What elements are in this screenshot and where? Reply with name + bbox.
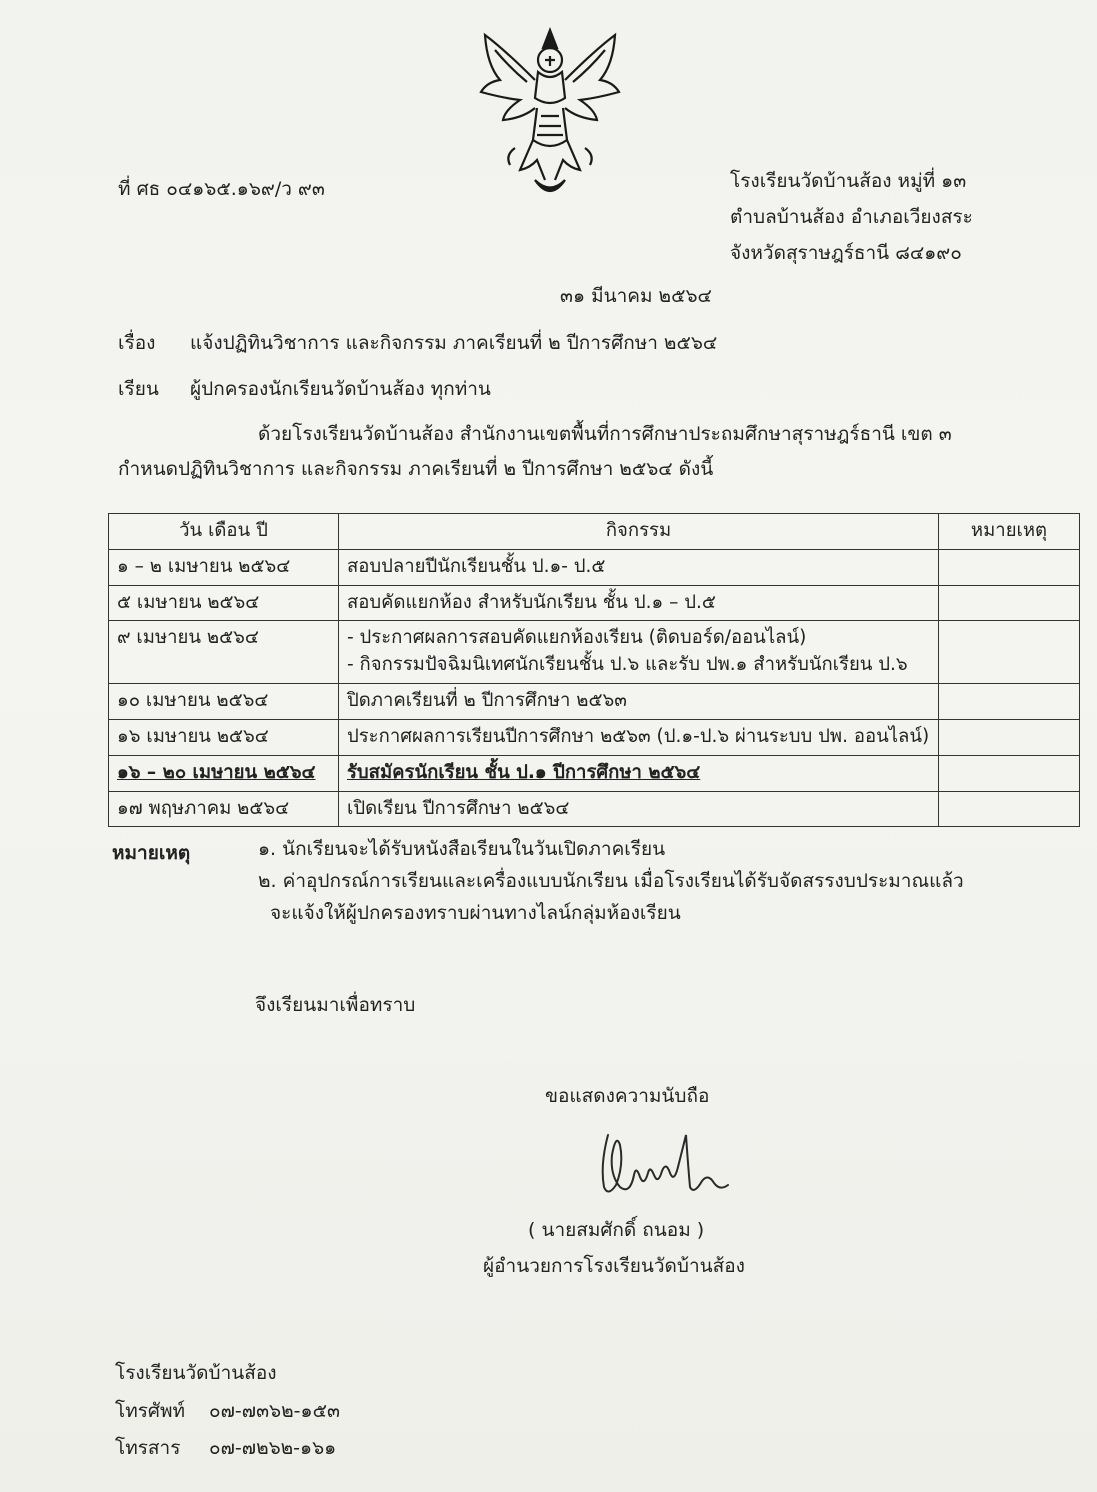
phone-label: โทรศัพท์ [115,1400,186,1422]
recipient-text: ผู้ปกครองนักเรียนวัดบ้านส้อง ทุกท่าน [190,378,491,400]
table-row [109,791,1080,827]
row-activity-line: - ประกาศผลการสอบคัดแยกห้องเรียน (ติดบอร์ด/ออนไลน์) [347,627,807,649]
row-activity: ปิดภาคเรียนที่ ๒ ปีการศึกษา ๒๕๖๓ [339,684,939,720]
row-note [939,719,1080,755]
notes-label: หมายเหตุ [112,842,191,864]
row-date: ๕ เมษายน ๒๕๖๔ [109,585,339,621]
row-date: ๑๖ – ๒๐ เมษายน ๒๕๖๔ [109,755,339,791]
intro-paragraph-line: กำหนดปฏิทินวิชาการ และกิจกรรม ภาคเรียนที่ ๒ ปีการศึกษา ๒๕๖๔ ดังนี้ [118,458,714,480]
phone-number: ๐๗-๗๓๖๒-๑๕๓ [209,1400,340,1422]
row-date: ๑๐ เมษายน ๒๕๖๔ [109,684,339,720]
table-row [109,684,1080,720]
row-date: ๑๖ เมษายน ๒๕๖๔ [109,719,339,755]
fax-number: ๐๗-๗๒๖๒-๑๖๑ [209,1437,337,1459]
note-item: ๑. นักเรียนจะได้รับหนังสือเรียนในวันเปิดภาคเรียน [258,838,666,860]
row-date: ๙ เมษายน ๒๕๖๔ [109,621,339,684]
footer-phone [115,1400,340,1423]
signature-icon [590,1125,740,1205]
table-header-row [109,514,1080,550]
footer-school-name: โรงเรียนวัดบ้านส้อง [115,1362,277,1384]
subject-text: แจ้งปฏิทินวิชาการ และกิจกรรม ภาคเรียนที่ ๒ ปีการศึกษา ๒๕๖๔ [190,332,718,354]
header-activity: กิจกรรม [339,514,939,550]
address-line: จังหวัดสุราษฎร์ธานี ๘๔๑๙๐ [730,242,962,264]
fax-label: โทรสาร [115,1437,181,1459]
subject-label: เรื่อง [118,332,156,354]
row-activity-line: - กิจกรรมปัจฉิมนิเทศนักเรียนชั้น ป.๖ และรับ ปพ.๑ สำหรับนักเรียน ป.๖ [347,654,908,676]
letter-date: ๓๑ มีนาคม ๒๕๖๔ [560,285,712,307]
note-item-continuation: จะแจ้งให้ผู้ปกครองทราบผ่านทางไลน์กลุ่มห้องเรียน [270,902,681,924]
respect-text: ขอแสดงความนับถือ [545,1085,710,1107]
garuda-emblem-icon [475,20,625,205]
row-note [939,621,1080,684]
row-activity: สอบปลายปีนักเรียนชั้น ป.๑- ป.๕ [339,549,939,585]
table-row [109,549,1080,585]
row-activity: เปิดเรียน ปีการศึกษา ๒๕๖๔ [339,791,939,827]
signer-position: ผู้อำนวยการโรงเรียนวัดบ้านส้อง [483,1255,745,1277]
table-row-highlighted [109,755,1080,791]
header-note: หมายเหตุ [939,514,1080,550]
row-note [939,549,1080,585]
row-date: ๑๗ พฤษภาคม ๒๕๖๔ [109,791,339,827]
row-note [939,684,1080,720]
recipient-label: เรียน [118,378,159,400]
table-row [109,719,1080,755]
footer-fax [115,1437,336,1460]
intro-paragraph-line: ด้วยโรงเรียนวัดบ้านส้อง สำนักงานเขตพื้นที่การศึกษาประถมศึกษาสุราษฎร์ธานี เขต ๓ [258,423,952,445]
schedule-table [108,513,1080,827]
row-activity: รับสมัครนักเรียน ชั้น ป.๑ ปีการศึกษา ๒๕๖๔ [339,755,939,791]
row-activity [339,621,939,684]
address-line: โรงเรียนวัดบ้านส้อง หมู่ที่ ๑๓ [730,170,967,192]
row-note [939,585,1080,621]
row-note [939,755,1080,791]
table-row [109,621,1080,684]
table-row [109,585,1080,621]
header-date: วัน เดือน ปี [109,514,339,550]
row-note [939,791,1080,827]
signer-name: ( นายสมศักดิ์ ถนอม ) [528,1219,705,1241]
row-activity: สอบคัดแยกห้อง สำหรับนักเรียน ชั้น ป.๑ – ป.๕ [339,585,939,621]
address-line: ตำบลบ้านส้อง อำเภอเวียงสระ [730,206,973,228]
document-number: ที่ ศธ ๐๔๑๖๕.๑๖๙/ว ๙๓ [118,178,325,200]
note-item: ๒. ค่าอุปกรณ์การเรียนและเครื่องแบบนักเรียน เมื่อโรงเรียนได้รับจัดสรรงบประมาณแล้ว [258,870,964,892]
row-date: ๑ – ๒ เมษายน ๒๕๖๔ [109,549,339,585]
row-activity: ประกาศผลการเรียนปีการศึกษา ๒๕๖๓ (ป.๑-ป.๖ ผ่านระบบ ปพ. ออนไลน์) [339,719,939,755]
closing-text: จึงเรียนมาเพื่อทราบ [255,994,416,1016]
school-address [730,170,973,278]
